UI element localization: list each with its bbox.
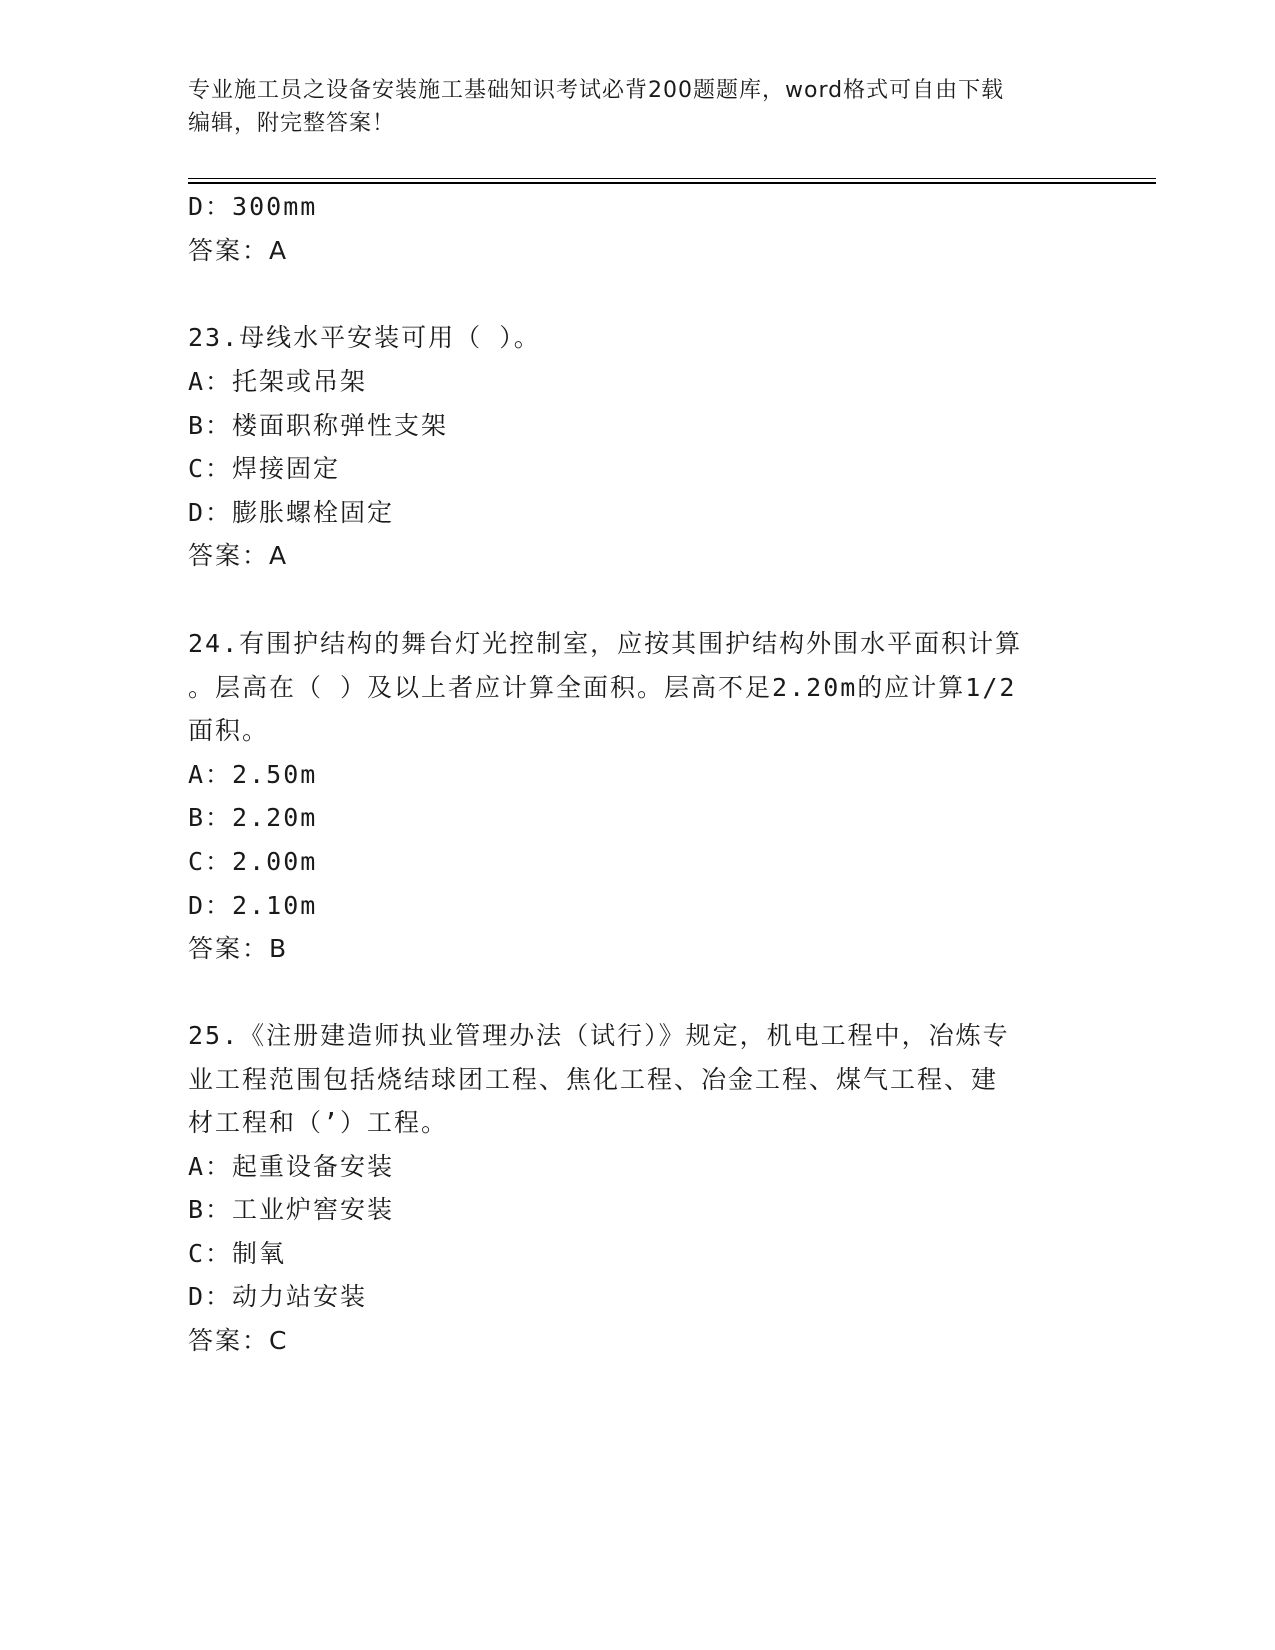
q23-option-d: D：膨胀螺栓固定 [188,498,395,527]
q23-option-a: A：托架或吊架 [188,367,368,396]
q23-option-c: C：焊接固定 [188,454,341,483]
q24-stem-line-3: 面积。 [188,716,270,745]
q24-answer: 答案：B [188,934,289,963]
q23-stem: 23.母线水平安装可用（ ）。 [188,323,541,352]
q25-option-c: C：制氧 [188,1239,287,1268]
q24-option-b: B：2.20m [188,803,318,832]
header-title-line-1: 专业施工员之设备安装施工基础知识考试必背200题题库，word格式可自由下载 [188,78,1005,103]
q23-option-b: B：楼面职称弹性支架 [188,411,449,440]
header-title-line-2: 编辑，附完整答案！ [188,111,396,136]
q25-option-d: D：动力站安装 [188,1282,368,1311]
q25-option-b: B：工业炉窖安装 [188,1195,395,1224]
q25-stem-line-1: 25.《注册建造师执业管理办法（试行）》规定，机电工程中，冶炼专 [188,1021,1010,1050]
document-header [188,74,1088,140]
q25-option-a: A：起重设备安装 [188,1152,395,1181]
prev-answer: 答案：A [188,236,289,265]
q25-stem-line-3: 材工程和（’）工程。 [188,1108,449,1137]
q24-stem-line-2: 。层高在（ ）及以上者应计算全面积。层高不足2.20m的应计算1/2 [188,673,1017,702]
header-divider-thick [188,182,1156,184]
q24-stem-line-1: 24.有围护结构的舞台灯光控制室，应按其围护结构外围水平面积计算 [188,629,1023,658]
q24-option-c: C：2.00m [188,847,318,876]
q23-answer: 答案：A [188,541,289,570]
q25-stem-line-2: 业工程范围包括烧结球团工程、焦化工程、冶金工程、煤气工程、建 [188,1065,999,1094]
q24-option-a: A：2.50m [188,760,318,789]
q24-option-d: D：2.10m [188,891,318,920]
q25-answer: 答案：C [188,1326,289,1355]
prev-option-d: D：300mm [188,192,318,221]
header-divider-thin [188,178,1156,179]
